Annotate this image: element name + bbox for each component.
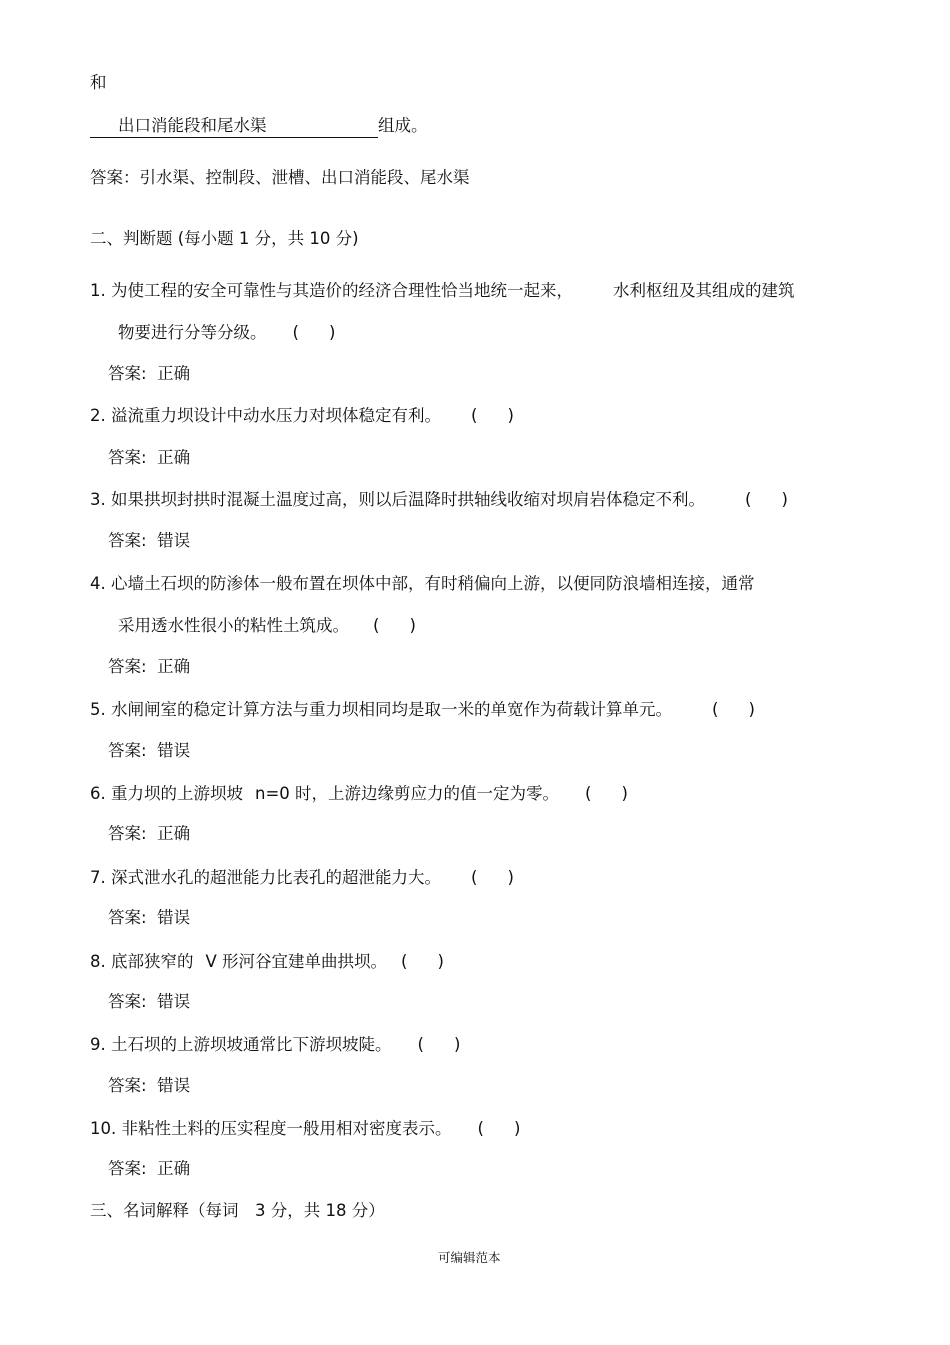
answer-paren-close: ) bbox=[748, 700, 755, 719]
question-text: 土石坝的上游坝坡通常比下游坝坡陡。 bbox=[111, 1035, 392, 1054]
question-text: 水闸闸室的稳定计算方法与重力坝相同均是取一米的单宽作为荷载计算单元。 bbox=[111, 700, 672, 719]
answer-value: 正确 bbox=[157, 657, 191, 676]
fill-blank-line bbox=[90, 115, 428, 138]
question-text: 水利枢纽及其组成的建筑 bbox=[613, 281, 795, 300]
answer-paren-open: ( bbox=[417, 1035, 424, 1054]
answer-paren-close: ) bbox=[437, 952, 444, 971]
question-8 bbox=[90, 951, 444, 973]
answer-paren-close: ) bbox=[507, 406, 514, 425]
answer-paren-close: ) bbox=[513, 1119, 521, 1138]
answer-label: 答案: bbox=[108, 992, 147, 1011]
question-number: 8. bbox=[90, 952, 106, 971]
question-number: 6. bbox=[90, 784, 106, 803]
answer-paren-close: ) bbox=[781, 490, 788, 509]
question-number: 3. bbox=[90, 490, 106, 509]
text-line: 和 bbox=[90, 73, 107, 92]
answer-line bbox=[108, 823, 190, 845]
question-text: 溢流重力坝设计中动水压力对坝体稳定有利。 bbox=[111, 406, 441, 425]
fill-blank: 出口消能段和尾水渠 bbox=[90, 115, 378, 138]
question-4 bbox=[90, 573, 755, 595]
question-2 bbox=[90, 405, 514, 427]
question-text: V 形河谷宜建单曲拱坝。 bbox=[205, 952, 388, 971]
answer-label: 答案: bbox=[108, 1159, 147, 1178]
answer-label: 答案: bbox=[108, 741, 147, 760]
answer-paren-open: ( bbox=[373, 616, 380, 635]
question-text: 如果拱坝封拱时混凝土温度过高，则以后温降时拱轴线收缩对坝肩岩体稳定不利。 bbox=[111, 490, 705, 509]
answer-value: 错误 bbox=[157, 908, 191, 927]
answer-value: 正确 bbox=[157, 824, 191, 843]
answer-line bbox=[108, 447, 190, 469]
answer-line bbox=[108, 656, 190, 678]
question-number: 9. bbox=[90, 1035, 106, 1054]
question-number: 7. bbox=[90, 868, 106, 887]
question-7 bbox=[90, 867, 514, 889]
question-6 bbox=[90, 783, 628, 805]
answer-paren-close: ) bbox=[621, 784, 628, 803]
answer-line bbox=[108, 1075, 190, 1097]
answer-value: 正确 bbox=[157, 448, 191, 467]
question-text: 采用透水性很小的粘性土筑成。 bbox=[118, 616, 349, 635]
question-3 bbox=[90, 489, 788, 511]
answer-label: 答案: bbox=[108, 824, 147, 843]
answer-value: 错误 bbox=[157, 741, 191, 760]
answer-value: 错误 bbox=[157, 531, 191, 550]
answer-paren-open: ( bbox=[471, 406, 478, 425]
answer-value: 错误 bbox=[157, 992, 191, 1011]
answer-paren-open: ( bbox=[585, 784, 592, 803]
question-text: 为使工程的安全可靠性与其造价的经济合理性恰当地统一起来， bbox=[111, 281, 573, 300]
answer-line bbox=[108, 907, 190, 929]
answer-line bbox=[108, 740, 190, 762]
answer-label: 答案: bbox=[108, 531, 147, 550]
question-text: 心墙土石坝的防渗体一般布置在坝体中部，有时稍偏向上游，以便同防浪墙相连接，通常 bbox=[111, 574, 755, 593]
answer-value: 正确 bbox=[157, 364, 191, 383]
answer-paren-close: ) bbox=[328, 323, 336, 342]
question-text: 重力坝的上游坝坡 bbox=[111, 784, 243, 803]
question-9 bbox=[90, 1034, 460, 1056]
question-1-cont bbox=[118, 322, 335, 344]
question-text: n=0 时，上游边缘剪应力的值一定为零。 bbox=[255, 784, 560, 803]
question-text: 非粘性土料的压实程度一般用相对密度表示。 bbox=[121, 1119, 452, 1138]
answer-paren-close: ) bbox=[507, 868, 514, 887]
question-text: 物要进行分等分级。 bbox=[118, 323, 267, 342]
answer-value: 正确 bbox=[157, 1159, 191, 1178]
page-footer: 可编辑范本 bbox=[438, 1250, 501, 1265]
answer-label: 答案: bbox=[108, 657, 147, 676]
question-number: 5. bbox=[90, 700, 106, 719]
question-number: 10. bbox=[90, 1119, 117, 1138]
answer-line bbox=[108, 530, 190, 552]
answer-paren-open: ( bbox=[712, 700, 719, 719]
question-number: 4. bbox=[90, 574, 106, 593]
question-text: 底部狭窄的 bbox=[111, 952, 194, 971]
answer-value: 错误 bbox=[157, 1076, 191, 1095]
answer-paren-close: ) bbox=[409, 616, 416, 635]
answer-label: 答案: bbox=[108, 448, 147, 467]
question-1 bbox=[90, 280, 795, 302]
answer-paren-open: ( bbox=[401, 952, 408, 971]
blank-suffix: 组成。 bbox=[378, 116, 428, 135]
question-5 bbox=[90, 699, 755, 721]
question-4-cont bbox=[118, 615, 416, 637]
answer-line: 答案：引水渠、控制段、泄槽、出口消能段、尾水渠 bbox=[90, 168, 470, 187]
answer-label: 答案: bbox=[108, 1076, 147, 1095]
answer-paren-open: ( bbox=[292, 323, 299, 342]
answer-line bbox=[108, 1158, 190, 1180]
answer-line bbox=[108, 363, 190, 385]
section-title: 三、名词解释（每词 3 分，共 18 分） bbox=[90, 1201, 385, 1220]
answer-paren-open: ( bbox=[745, 490, 752, 509]
answer-label: 答案: bbox=[108, 908, 147, 927]
question-number: 2. bbox=[90, 406, 106, 425]
answer-line bbox=[108, 991, 190, 1013]
question-number: 1. bbox=[90, 281, 106, 300]
answer-paren-open: ( bbox=[477, 1119, 484, 1138]
answer-paren-close: ) bbox=[453, 1035, 461, 1054]
section-title: 二、判断题 (每小题 1 分，共 10 分) bbox=[90, 229, 359, 248]
question-text: 深式泄水孔的超泄能力比表孔的超泄能力大。 bbox=[111, 868, 441, 887]
question-10 bbox=[90, 1118, 520, 1140]
answer-label: 答案: bbox=[108, 364, 147, 383]
answer-paren-open: ( bbox=[471, 868, 478, 887]
